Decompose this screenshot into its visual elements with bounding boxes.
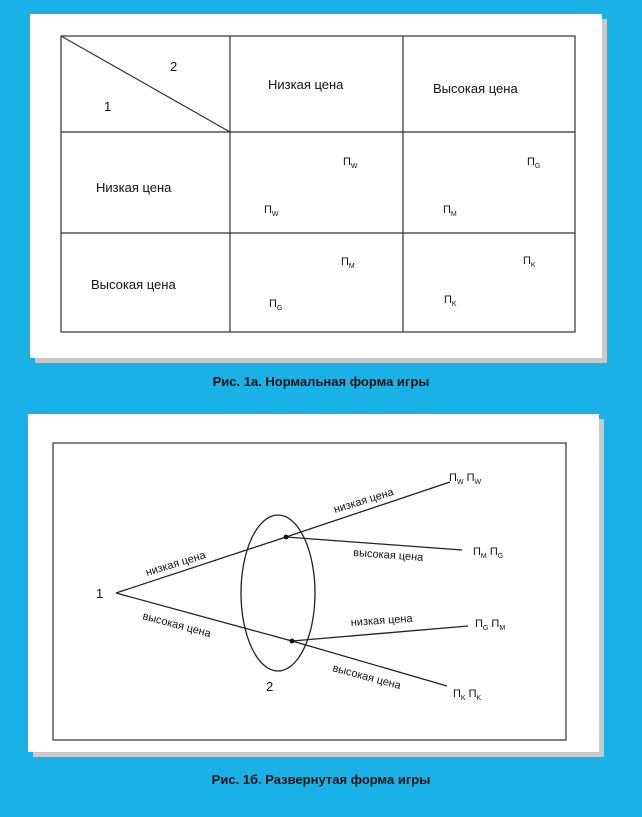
decision-node-upper [284,535,289,540]
payoff-r1c2-bottom: $П_M$ [443,204,457,218]
decision-node-lower [290,639,295,644]
label-branch-high: высокая цена [141,610,213,641]
label-sub-high-low: низкая цена [350,612,413,629]
outcome-3-payoffs: $П_G$ $П_M$ [475,618,506,632]
payoff-r2c2-bottom: $П_K$ [444,294,457,308]
payoff-r2c2-top: $П_K$ [523,255,536,269]
outcome-2-payoffs: $П_M$ $П_G$ [473,546,504,560]
player2-info-set-label: 2 [266,679,274,694]
outcome-4-payoffs: $П_K$ $П_K$ [453,688,482,702]
figure-1a-caption: Рис. 1а. Нормальная форма игры [212,374,430,389]
branch-low-low [286,482,450,537]
branch-low-price [116,537,286,593]
outcome-1-payoffs: $П_W$ $П_W$ [449,472,482,486]
information-set-ellipse [241,515,315,671]
corner-player2-label: 2 [170,59,178,74]
label-sub-low-high: высокая цена [352,547,424,564]
col-header-high: Высокая цена [433,81,518,96]
col-header-low: Низкая цена [268,77,344,92]
payoff-r1c2-top: $П_G$ [527,156,541,170]
payoff-r2c1-bottom: $П_G$ [269,298,283,312]
payoff-r1c1-bottom: $П_W$ [264,204,279,218]
tree-frame [53,443,566,740]
label-sub-high-high: высокая цена [331,662,403,693]
row-header-low: Низкая цена [96,180,172,195]
row-header-high: Высокая цена [91,277,176,292]
corner-player1-label: 1 [104,99,112,114]
label-sub-low-low: низкая цена [332,486,396,516]
figure-1b-caption: Рис. 1б. Развернутая форма игры [211,772,431,787]
payoff-r2c1-top: $П_M$ [341,256,355,270]
label-branch-low: низкая цена [144,549,208,579]
player1-node-label: 1 [96,586,104,601]
branch-high-low [292,626,468,641]
payoff-r1c1-top: $П_W$ [343,156,358,170]
